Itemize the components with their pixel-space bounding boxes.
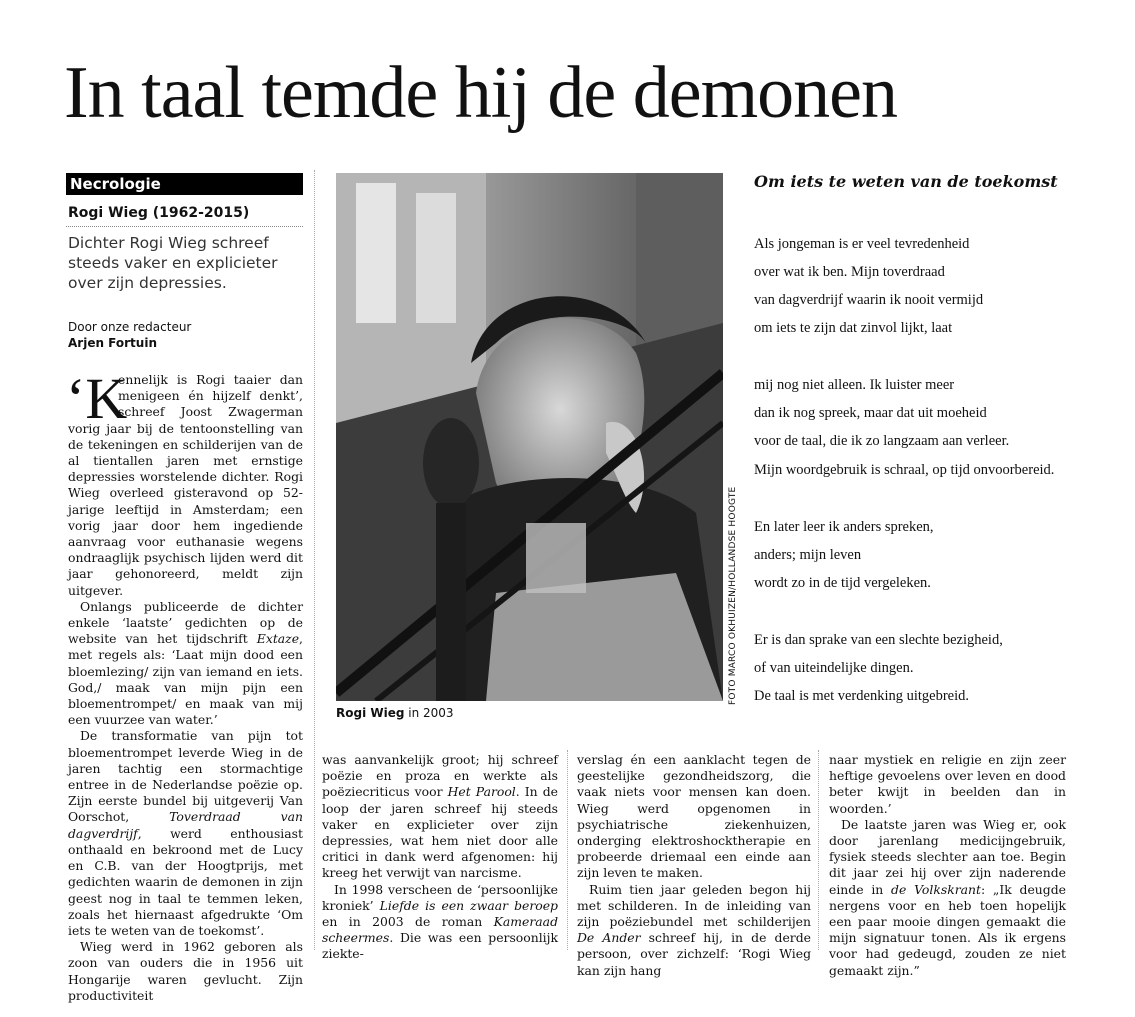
poem-line: voor de taal, die ik zo langzaam aan verleer. bbox=[754, 433, 1010, 449]
col4-p1: naar mystiek en religie en zijn zeer heftige gevoelens over leven en dood beter kwijt in beelden dan in woorden.’ bbox=[829, 752, 1066, 816]
col4-p2c: : „Ik deugde nergens voor en heb toen hopelijk een paar mooie dingen gemaakt die mijn signatuur tonen. Als ik ergens voor had gedeugd, zouden ze niet gemaakt zijn.” bbox=[829, 881, 1066, 978]
col1-p2c: , met regels als: ‘Laat mijn dood een bloemlezing/ zijn van iemand en iets. God,/ maak van mijn pijn een bloementrompet/ en maak van mij een vuurzee van water.’ bbox=[68, 631, 303, 728]
col1-p1: ennelijk is Rogi taaier dan menigeen én hijzelf denkt’, schreef Joost Zwagerman vorig jaar bij de tentoonstelling van de tekeningen en schilderijen van de al tientallen jaren met ernstige depressies worstelende dichter. Rogi Wieg overleed gisteravond op 52-jarige leeftijd in Amsterdam; een vorig jaar door hem ingediende aanvraag voor euthanasie wegens ondraaglijk psychisch lijden werd dit jaar gehonoreerd, meldt zijn uitgever. bbox=[68, 372, 303, 598]
caption-name: Rogi Wieg bbox=[336, 706, 405, 720]
poem-line: De taal is met verdenking uitgebreid. bbox=[754, 688, 970, 704]
poem-title: Om iets te weten van de toekomst bbox=[754, 172, 1058, 191]
col1-p2b: Extaze bbox=[256, 631, 300, 647]
lead-text: Dichter Rogi Wieg schreef steeds vaker en explicieter over zijn depressies. bbox=[68, 234, 278, 292]
article-column-4 bbox=[829, 752, 1066, 979]
poem-line: Mijn woordgebruik is schraal, op tijd onvoorbereid. bbox=[754, 462, 1055, 478]
col3-p2b: De Ander bbox=[577, 930, 641, 946]
portrait-photo bbox=[336, 173, 723, 701]
article-column-2 bbox=[322, 752, 558, 963]
col3-p2a: Ruim tien jaar geleden begon hij met schilderen. In de inleiding van zijn poëziebundel met schilderijen bbox=[577, 881, 811, 930]
col2-p2a: In 1998 verscheen de ‘persoonlijke kroniek’ bbox=[322, 881, 558, 913]
poem-line: En later leer ik anders spreken, bbox=[754, 519, 934, 535]
poem-line: of van uiteindelijke dingen. bbox=[754, 660, 914, 676]
poem-line: dan ik nog spreek, maar dat uit moeheid bbox=[754, 405, 987, 421]
col2-p2b: Liefde is een zwaar beroep bbox=[379, 897, 558, 913]
col2-p1b: Het Parool bbox=[447, 784, 516, 800]
column-rule bbox=[567, 750, 568, 950]
col1-p2a: Onlangs publiceerde de dichter enkele ‘laatste’ gedichten op de website van het tijdschrift bbox=[68, 598, 303, 647]
poem-line: over wat ik ben. Mijn toverdraad bbox=[754, 264, 945, 280]
col2-p2c: en in 2003 de roman bbox=[322, 914, 494, 930]
col2-p2e: . Die was een persoonlijk ziekte- bbox=[322, 930, 558, 962]
article-column-1 bbox=[68, 372, 303, 1003]
photo-caption bbox=[336, 706, 454, 721]
col1-p3b: Toverdraad van dagverdrijf bbox=[68, 809, 303, 841]
article-column-3 bbox=[577, 752, 811, 979]
poem-line: anders; mijn leven bbox=[754, 547, 862, 563]
divider bbox=[66, 226, 303, 227]
poem-line: mij nog niet alleen. Ik luister meer bbox=[754, 377, 955, 393]
col3-p2c: schreef hij, in de derde persoon, over zichzelf: ‘Rogi Wieg kan zijn hang bbox=[577, 930, 811, 978]
dropcap-letter: ‘K bbox=[66, 366, 128, 431]
poem-line: om iets te zijn dat zinvol lijkt, laat bbox=[754, 320, 953, 336]
col2-p1c: . In de loop der jaren schreef hij steeds vaker en explicieter over zijn depressies, wat hem niet door alle critici in dank werd afgenomen: hij kreeg het verwijt van narcisme. bbox=[322, 784, 558, 881]
headline: In taal temde hij de demonen bbox=[64, 52, 897, 134]
poem-line: Er is dan sprake van een slechte bezigheid, bbox=[754, 632, 1003, 648]
byline-prefix: Door onze redacteur bbox=[68, 320, 192, 334]
col1-p3c: , werd enthousiast onthaald en bekroond met de Lucy en C.B. van der Hoogtprijs, met gedichten waarin de demonen in zijn geest nog in taal te temmen leken, zoals het hiernaast afgedrukte ‘Om iets te weten van de toekomst’. bbox=[68, 825, 303, 938]
photo-credit: FOTO MARCO OKHUIZEN/HOLLANDSE HOOGTE bbox=[728, 486, 738, 705]
caption-rest: in 2003 bbox=[404, 706, 454, 720]
poem-line: wordt zo in de tijd vergeleken. bbox=[754, 575, 931, 591]
col4-p2b: de Volkskrant bbox=[891, 881, 981, 897]
col4-p2a: De laatste jaren was Wieg er, ook door jarenlang medicijngebruik, fysiek steeds slechter aan toe. Begin dit jaar zei hij over zijn naderende einde in bbox=[829, 816, 1066, 897]
column-rule bbox=[314, 170, 315, 950]
byline-author: Arjen Fortuin bbox=[68, 336, 157, 350]
col3-p1: verslag én een aanklacht tegen de geestelijke gezondheidszorg, die vaak niets voor mensen kan doen. Wieg werd opgenomen in psychiatrische ziekenhuizen, onderging elektroshocktherapie en probeerde driemaal een einde aan zijn leven te maken. bbox=[577, 752, 811, 881]
col2-p2d: Kameraad scheermes bbox=[322, 914, 558, 946]
col1-p4: Wieg werd in 1962 geboren als zoon van ouders die in 1956 uit Hongarije waren gevlucht. Zijn productiviteit bbox=[68, 939, 303, 1003]
poem-line: Als jongeman is er veel tevredenheid bbox=[754, 236, 970, 252]
col2-p1a: was aanvankelijk groot; hij schreef poëzie en proza en werkte als poëziecriticus voor bbox=[322, 752, 558, 800]
col1-p3a: De transformatie van pijn tot bloementrompet leverde Wieg in de jaren tachtig een stormachtige entree in de Nederlandse poëzie op. Zijn eerste bundel bij uitgeverij Van Oorschot, bbox=[68, 728, 303, 825]
subject-title: Rogi Wieg (1962-2015) bbox=[68, 205, 250, 221]
portrait-photo-graphic bbox=[336, 173, 723, 701]
section-label: Necrologie bbox=[70, 175, 161, 193]
column-rule bbox=[818, 750, 819, 950]
poem-line: van dagverdrijf waarin ik nooit vermijd bbox=[754, 292, 984, 308]
